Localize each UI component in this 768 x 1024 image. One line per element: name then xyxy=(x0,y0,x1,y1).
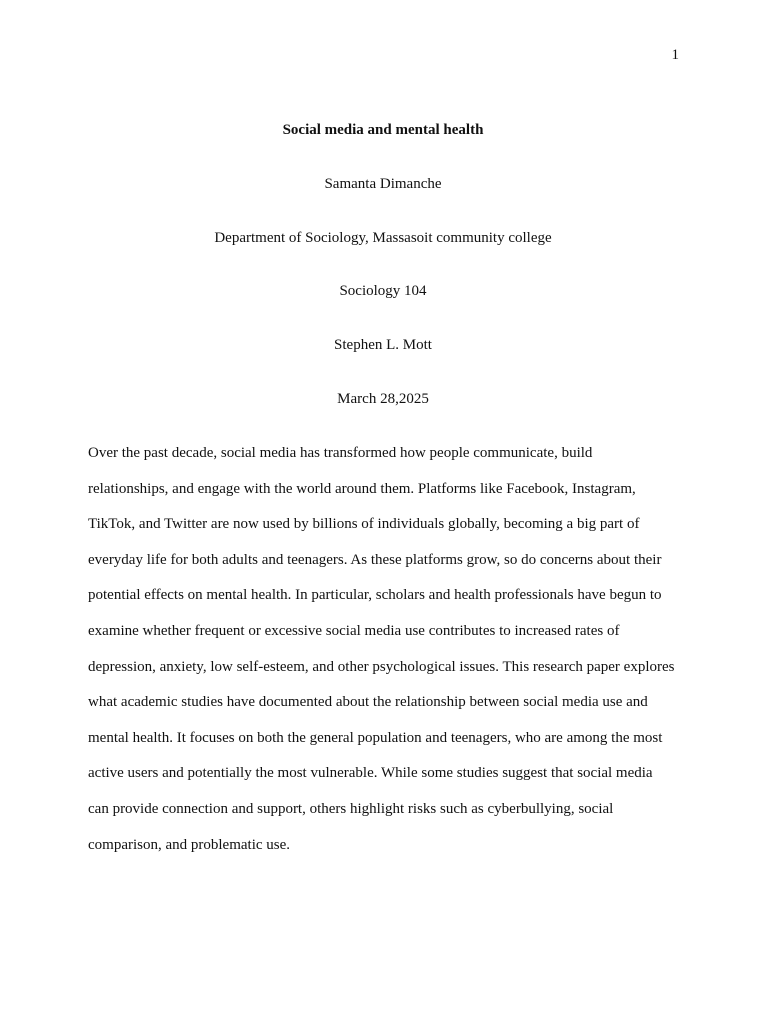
title-block xyxy=(88,104,678,427)
paragraph-line: Over the past decade, social media has transformed how people communicate, build xyxy=(88,445,593,461)
author-name: Samanta Dimanche xyxy=(324,175,442,192)
paragraph-line: TikTok, and Twitter are now used by billions of individuals globally, becoming a big part of xyxy=(88,516,640,533)
paper-title: Social media and mental health xyxy=(282,122,484,138)
instructor-name: Stephen L. Mott xyxy=(334,337,432,354)
body-paragraph xyxy=(88,436,688,863)
affiliation: Department of Sociology, Massasoit community college xyxy=(214,229,552,246)
paragraph-line: can provide connection and support, others highlight risks such as cyberbullying, social xyxy=(88,800,614,817)
paper-date: March 28,2025 xyxy=(337,390,429,407)
paragraph-line: what academic studies have documented about the relationship between social media use and xyxy=(88,694,648,711)
paragraph-line: comparison, and problematic use. xyxy=(88,836,291,853)
paragraph-line: active users and potentially the most vulnerable. While some studies suggest that social media xyxy=(88,765,653,782)
paragraph-line: potential effects on mental health. In particular, scholars and health professionals have begun to xyxy=(88,587,662,604)
paragraph-line: everyday life for both adults and teenagers. As these platforms grow, so do concerns about their xyxy=(88,551,662,568)
page-number: 1 xyxy=(671,47,679,63)
paragraph-line: depression, anxiety, low self-esteem, and other psychological issues. This research paper explores xyxy=(88,658,675,675)
paragraph-line: relationships, and engage with the world around them. Platforms like Facebook, Instagram, xyxy=(88,480,636,497)
paragraph-line: mental health. It focuses on both the general population and teenagers, who are among the most xyxy=(88,729,663,746)
paragraph-line: examine whether frequent or excessive social media use contributes to increased rates of xyxy=(88,622,620,639)
course-name: Sociology 104 xyxy=(339,283,427,300)
